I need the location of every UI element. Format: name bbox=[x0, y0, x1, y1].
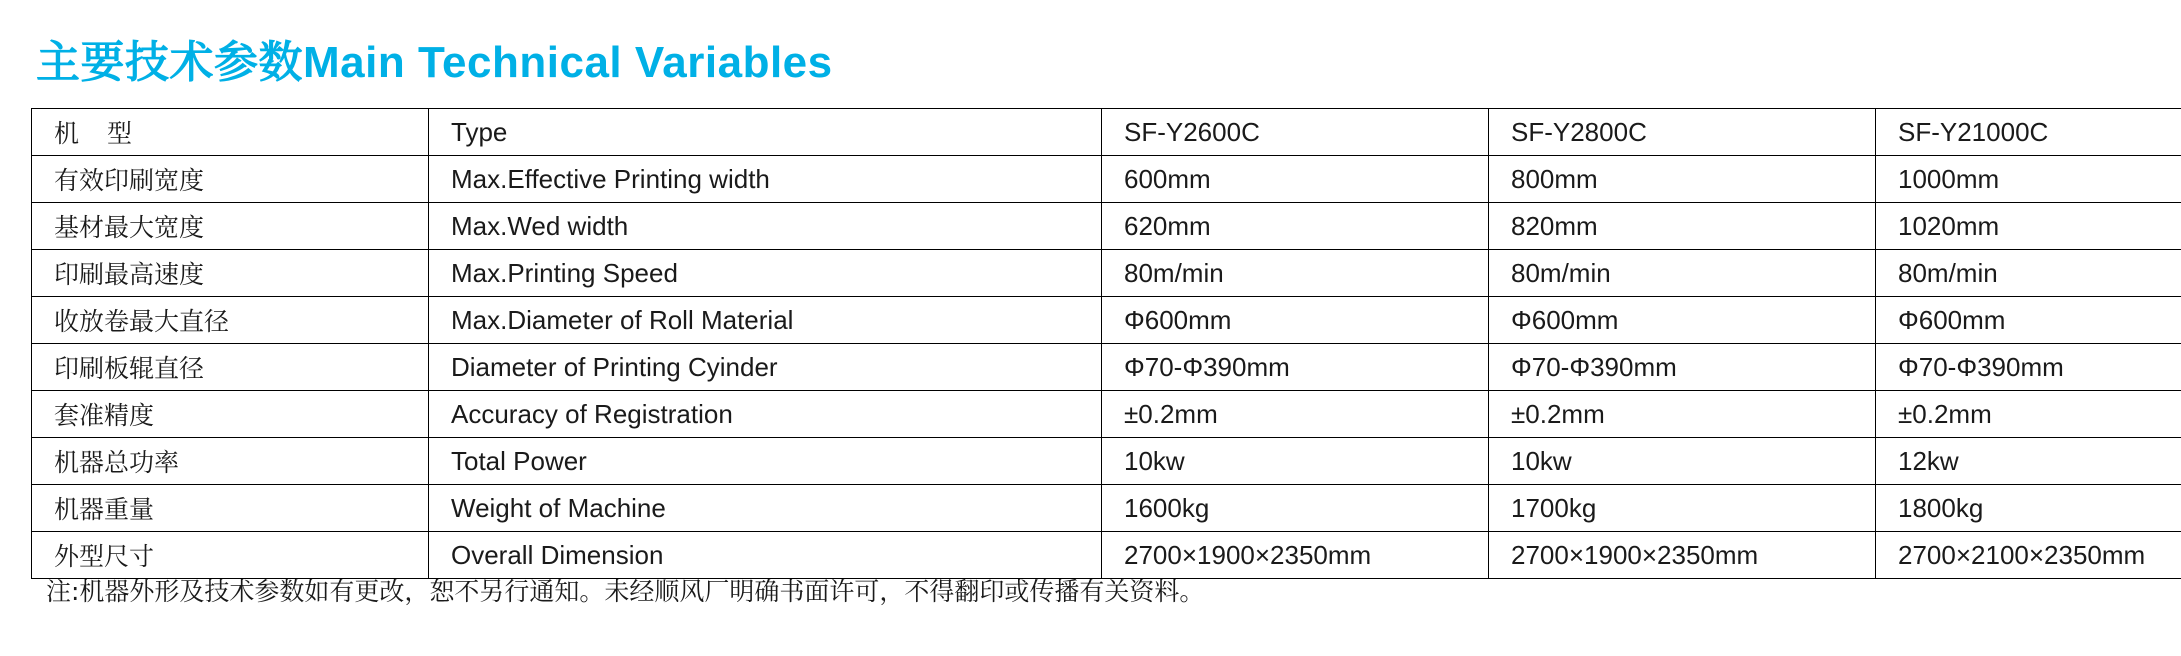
row-label-chinese: 印刷板辊直径 bbox=[32, 344, 429, 391]
row-value-1: 80m/min bbox=[1102, 250, 1489, 297]
row-label-chinese: 有效印刷宽度 bbox=[32, 156, 429, 203]
row-value-1: 1600kg bbox=[1102, 485, 1489, 532]
row-value-3: 1000mm bbox=[1876, 156, 2181, 203]
row-value-3: 1800kg bbox=[1876, 485, 2181, 532]
row-value-1: 2700×1900×2350mm bbox=[1102, 532, 1489, 579]
row-value-1: Φ70-Φ390mm bbox=[1102, 344, 1489, 391]
row-label-chinese: 外型尺寸 bbox=[32, 532, 429, 579]
row-value-1: ±0.2mm bbox=[1102, 391, 1489, 438]
technical-variables-table bbox=[31, 108, 2181, 579]
row-label-english: Diameter of Printing Cyinder bbox=[429, 344, 1102, 391]
row-value-2: Φ600mm bbox=[1489, 297, 1876, 344]
row-value-3: 80m/min bbox=[1876, 250, 2181, 297]
row-value-2: ±0.2mm bbox=[1489, 391, 1876, 438]
row-value-2: 800mm bbox=[1489, 156, 1876, 203]
table-row bbox=[32, 438, 2181, 485]
row-label-english: Weight of Machine bbox=[429, 485, 1102, 532]
row-value-3: Φ70-Φ390mm bbox=[1876, 344, 2181, 391]
row-value-3: Φ600mm bbox=[1876, 297, 2181, 344]
row-label-chinese: 印刷最高速度 bbox=[32, 250, 429, 297]
row-value-2: 1700kg bbox=[1489, 485, 1876, 532]
header-cell-model-1: SF-Y2600C bbox=[1102, 109, 1489, 156]
row-value-2: 80m/min bbox=[1489, 250, 1876, 297]
row-label-english: Accuracy of Registration bbox=[429, 391, 1102, 438]
row-value-3: ±0.2mm bbox=[1876, 391, 2181, 438]
page-title bbox=[36, 26, 833, 90]
row-label-chinese: 套准精度 bbox=[32, 391, 429, 438]
row-label-english: Max.Wed width bbox=[429, 203, 1102, 250]
table-row bbox=[32, 485, 2181, 532]
row-label-chinese: 机器总功率 bbox=[32, 438, 429, 485]
header-cell-english: Type bbox=[429, 109, 1102, 156]
table-row bbox=[32, 391, 2181, 438]
table-row bbox=[32, 297, 2181, 344]
row-value-3: 12kw bbox=[1876, 438, 2181, 485]
row-label-english: Max.Printing Speed bbox=[429, 250, 1102, 297]
row-value-1: 600mm bbox=[1102, 156, 1489, 203]
row-value-2: 2700×1900×2350mm bbox=[1489, 532, 1876, 579]
table-row bbox=[32, 250, 2181, 297]
page-title-english: Main Technical Variables bbox=[303, 38, 833, 87]
row-label-chinese: 收放卷最大直径 bbox=[32, 297, 429, 344]
row-value-1: 620mm bbox=[1102, 203, 1489, 250]
table-row bbox=[32, 203, 2181, 250]
page-title-chinese: 主要技术参数 bbox=[36, 37, 303, 88]
footnote: 注:机器外形及技术参数如有更改，恕不另行通知。未经顺风厂明确书面许可，不得翻印或传播有关资料。 bbox=[46, 577, 1205, 606]
header-cell-model-2: SF-Y2800C bbox=[1489, 109, 1876, 156]
table-header-row bbox=[32, 109, 2181, 156]
row-value-1: Φ600mm bbox=[1102, 297, 1489, 344]
row-value-3: 2700×2100×2350mm bbox=[1876, 532, 2181, 579]
header-cell-model-3: SF-Y21000C bbox=[1876, 109, 2181, 156]
row-value-3: 1020mm bbox=[1876, 203, 2181, 250]
header-cell-chinese: 机 型 bbox=[32, 109, 429, 156]
table-body bbox=[32, 109, 2181, 579]
row-label-english: Total Power bbox=[429, 438, 1102, 485]
row-value-1: 10kw bbox=[1102, 438, 1489, 485]
row-label-english: Max.Diameter of Roll Material bbox=[429, 297, 1102, 344]
table-row bbox=[32, 156, 2181, 203]
row-label-english: Overall Dimension bbox=[429, 532, 1102, 579]
table-row bbox=[32, 344, 2181, 391]
row-label-english: Max.Effective Printing width bbox=[429, 156, 1102, 203]
row-value-2: Φ70-Φ390mm bbox=[1489, 344, 1876, 391]
row-value-2: 820mm bbox=[1489, 203, 1876, 250]
row-label-chinese: 基材最大宽度 bbox=[32, 203, 429, 250]
row-value-2: 10kw bbox=[1489, 438, 1876, 485]
row-label-chinese: 机器重量 bbox=[32, 485, 429, 532]
